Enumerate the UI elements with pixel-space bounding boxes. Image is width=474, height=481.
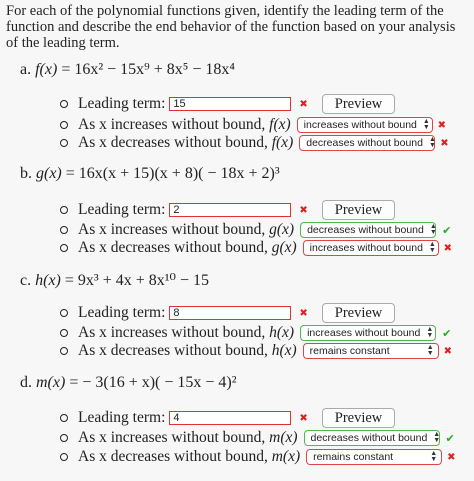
preview-button[interactable]: Preview — [322, 303, 396, 323]
leading-term-label: Leading term: — [78, 409, 166, 426]
problem-label: c. — [20, 272, 32, 289]
problem-a-statement — [20, 61, 235, 79]
function-name: h(x) — [271, 342, 297, 359]
incorrect-icon: ✖ — [447, 451, 456, 463]
correct-icon: ✔ — [445, 431, 455, 445]
behavior-text: As x decreases without bound, — [78, 239, 268, 256]
bullet — [60, 329, 68, 337]
bullet — [60, 434, 68, 442]
behavior-text: As x increases without bound, — [78, 221, 266, 238]
bullet — [60, 139, 68, 147]
problem-c-statement — [20, 270, 209, 290]
problem-label: d. — [20, 374, 32, 391]
behavior-text: As x decreases without bound, — [78, 448, 268, 465]
decrease-behavior-select[interactable] — [306, 449, 442, 465]
function-name: m(x) — [36, 374, 66, 391]
selected-option: remains constant — [309, 345, 390, 357]
increase-behavior-select[interactable] — [300, 325, 436, 341]
correct-icon: ✔ — [442, 326, 452, 340]
leading-term-input[interactable]: 8 — [169, 306, 291, 320]
incorrect-icon: ✖ — [299, 307, 308, 319]
incorrect-icon: ✖ — [299, 204, 308, 216]
bullet — [60, 414, 68, 422]
chevron-updown-icon: ▲ ▼ — [426, 326, 434, 339]
increase-behavior-row — [60, 220, 451, 240]
leading-term-row — [60, 94, 395, 114]
behavior-text: As x decreases without bound, — [78, 342, 268, 359]
bullet — [60, 453, 68, 461]
function-name: f(x) — [271, 134, 294, 151]
increase-behavior-select[interactable] — [300, 222, 436, 238]
bullet — [60, 100, 68, 108]
bullet — [60, 206, 68, 214]
function-name: h(x) — [35, 272, 61, 289]
preview-button[interactable]: Preview — [322, 408, 396, 428]
chevron-updown-icon: ▲ ▼ — [422, 118, 430, 131]
incorrect-icon: ✖ — [299, 98, 308, 110]
incorrect-icon: ✖ — [299, 412, 308, 424]
incorrect-icon: ✖ — [443, 242, 453, 254]
selected-option: decreases without bound — [307, 224, 424, 236]
decrease-behavior-row — [60, 447, 456, 467]
function-name: g(x) — [36, 165, 62, 182]
selected-option: increases without bound — [309, 242, 423, 254]
problem-label: b. — [20, 165, 32, 182]
instructions: For each of the polynomial functions given, identify the leading term of the function and describe the end behavior of the function based on your analysis of the leading term. — [6, 3, 456, 51]
leading-term-input[interactable]: 2 — [169, 203, 291, 217]
leading-term-row — [60, 200, 395, 220]
increase-behavior-row — [60, 428, 455, 448]
selected-option: decreases without bound — [310, 432, 428, 444]
decrease-behavior-row — [60, 133, 449, 153]
function-name: h(x) — [269, 324, 295, 341]
leading-term-input[interactable]: 4 — [169, 411, 291, 425]
bullet — [60, 121, 68, 129]
chevron-updown-icon: ▲ ▼ — [430, 450, 438, 463]
problem-d-statement — [20, 374, 237, 392]
incorrect-icon: ✖ — [437, 119, 447, 131]
preview-button[interactable]: Preview — [322, 94, 396, 114]
bullet — [60, 244, 68, 252]
chevron-updown-icon: ▲ ▼ — [426, 344, 434, 357]
chevron-updown-icon: ▲ ▼ — [428, 136, 436, 149]
incorrect-icon: ✖ — [440, 137, 449, 149]
leading-term-label: Leading term: — [78, 95, 166, 112]
increase-behavior-select[interactable] — [304, 430, 440, 446]
function-name: g(x) — [271, 239, 297, 256]
decrease-behavior-select[interactable] — [303, 240, 439, 256]
increase-behavior-select[interactable] — [297, 117, 433, 133]
behavior-text: As x increases without bound, — [78, 429, 266, 446]
decrease-behavior-row — [60, 238, 452, 258]
leading-term-row — [60, 408, 395, 428]
bullet — [60, 347, 68, 355]
function-name: m(x) — [269, 429, 298, 446]
decrease-behavior-row — [60, 341, 452, 361]
behavior-text: As x increases without bound, — [78, 324, 266, 341]
function-name: f(x) — [269, 116, 291, 133]
leading-term-input[interactable]: 15 — [169, 97, 291, 111]
decrease-behavior-select[interactable] — [303, 343, 439, 359]
function-name: m(x) — [271, 448, 301, 465]
problem-label: a. — [20, 61, 32, 78]
incorrect-icon: ✖ — [443, 345, 453, 357]
selected-option: increases without bound — [303, 119, 417, 131]
behavior-text: As x decreases without bound, — [78, 134, 268, 151]
decrease-behavior-select[interactable] — [299, 135, 435, 151]
function-expression: = 9x³ + 4x + 8x¹⁰ − 15 — [64, 272, 209, 289]
correct-icon: ✔ — [442, 223, 452, 237]
problem-b-statement — [20, 165, 280, 183]
preview-button[interactable]: Preview — [322, 200, 396, 220]
selected-option: decreases without bound — [306, 137, 423, 149]
leading-term-row — [60, 303, 395, 323]
function-expression: = 16x² − 15x⁹ + 8x⁵ − 18x⁴ — [61, 61, 235, 78]
bullet — [60, 226, 68, 234]
chevron-updown-icon: ▲ ▼ — [428, 241, 436, 254]
function-expression: = 16x(x + 15)(x + 8)( − 18x + 2)³ — [65, 165, 280, 182]
chevron-updown-icon: ▲ ▼ — [429, 223, 437, 236]
selected-option: remains constant — [313, 451, 394, 463]
bullet — [60, 309, 68, 317]
leading-term-label: Leading term: — [78, 201, 166, 218]
behavior-text: As x increases without bound, — [78, 116, 266, 133]
function-expression: = − 3(16 + x)( − 15x − 4)² — [69, 374, 237, 391]
function-name: g(x) — [269, 221, 295, 238]
selected-option: increases without bound — [307, 327, 421, 339]
increase-behavior-row — [60, 323, 451, 343]
increase-behavior-row — [60, 115, 446, 135]
chevron-updown-icon: ▲ ▼ — [433, 431, 441, 444]
function-name: f(x) — [35, 61, 58, 78]
leading-term-label: Leading term: — [78, 304, 166, 321]
